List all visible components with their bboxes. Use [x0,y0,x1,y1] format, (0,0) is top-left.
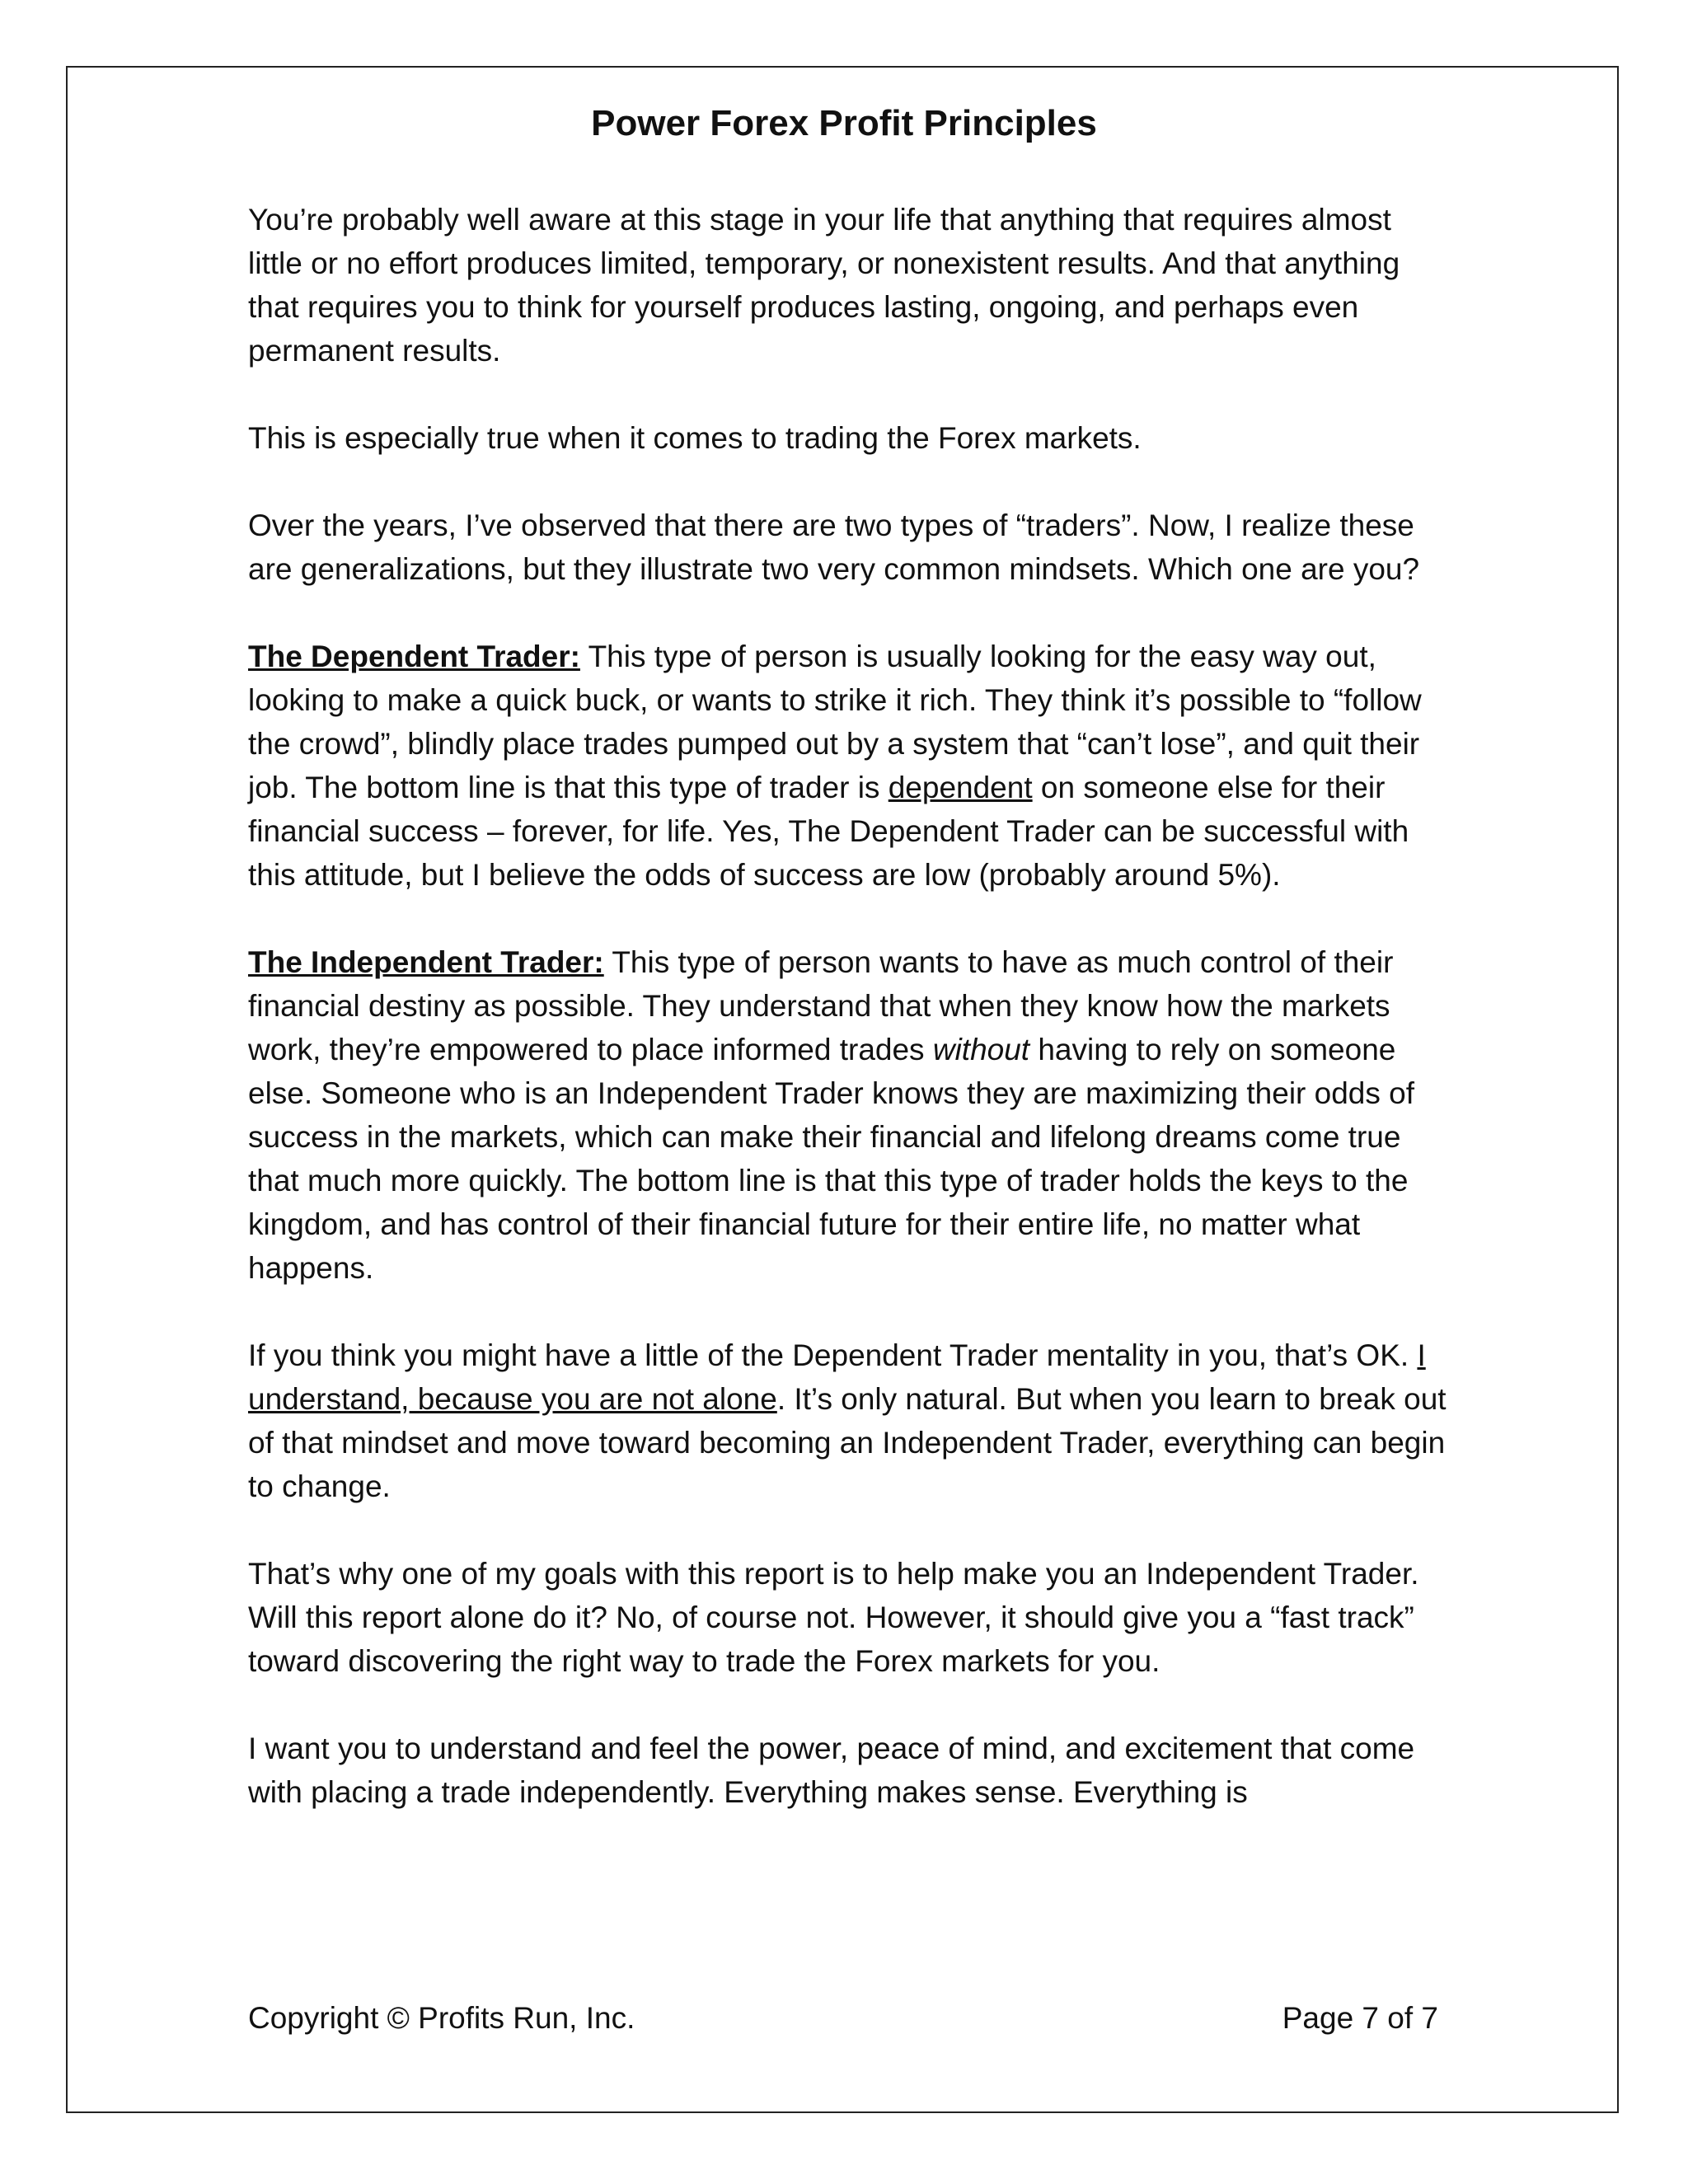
footer-copyright: Copyright © Profits Run, Inc. [248,2001,635,2035]
independent-trader-text-a: This type of person wants to have as much control of their financial destiny as possible. They understand that when they know how the markets work, they’re empowered to place informed trades [248,945,1394,1066]
mentality-text-b: . It’s only natural. But when you learn to break out of that mindset and move toward becoming an Independent Trader, everything can begin to change. [248,1382,1447,1503]
document-body [248,198,1451,1858]
dependent-trader-text-b: on someone else for their financial success – forever, for life. Yes, The Dependent Trader can be successful with this attitude, but I believe the odds of success are low (probably around 5%). [248,771,1409,892]
dependent-underlined: dependent [888,771,1033,804]
paragraph-forex: This is especially true when it comes to trading the Forex markets. [248,421,1142,455]
document-title: Power Forex Profit Principles [591,103,1097,143]
paragraph-two-types: Over the years, I’ve observed that there are two types of “traders”. Now, I realize these are generalizations, but they illustrate two very common mindsets. Which one are you? [248,509,1420,586]
independent-trader-heading: The Independent Trader: [248,945,604,979]
dependent-trader-heading: The Dependent Trader: [248,640,580,673]
paragraph-mentality [248,1333,1451,1508]
mentality-text-a: If you think you might have a little of the Dependent Trader mentality in you, that’s OK. [248,1338,1418,1372]
paragraph-independent-trader [248,940,1451,1290]
without-italic: without [932,1033,1030,1066]
paragraph-power: I want you to understand and feel the power, peace of mind, and excitement that come with placing a trade independently. Everything makes sense. Everything is [248,1732,1415,1809]
paragraph-dependent-trader [248,635,1451,897]
not-alone-underlined: I understand, because you are not alone [248,1338,1426,1416]
paragraph-goals: That’s why one of my goals with this report is to help make you an Independent Trader. Will this report alone do it? No, of course not. However, it should give you a “fast track” toward discovering the right way to trade the Forex markets for you. [248,1557,1419,1678]
paragraph-intro: You’re probably well aware at this stage in your life that anything that requires almost little or no effort produces limited, temporary, or nonexistent results. And that anything that requires you to think for yourself produces lasting, ongoing, and perhaps even permanent results. [248,203,1400,368]
footer-page-number: Page 7 of 7 [1282,2001,1438,2035]
dependent-trader-text-a: This type of person is usually looking for the easy way out, looking to make a quick buck, or wants to strike it rich. They think it’s possible to “follow the crowd”, blindly place trades pumped out by a system that “can’t lose”, and quit their job. The bottom line is that this type of trader is [248,640,1422,804]
independent-trader-text-b: having to rely on someone else. Someone who is an Independent Trader knows they are maximizing their odds of success in the markets, which can make their financial and lifelong dreams come true that much more quickly. The bottom line is that this type of trader holds the keys to the kingdom, and has control of their financial future for their entire life, no matter what happens. [248,1033,1415,1285]
